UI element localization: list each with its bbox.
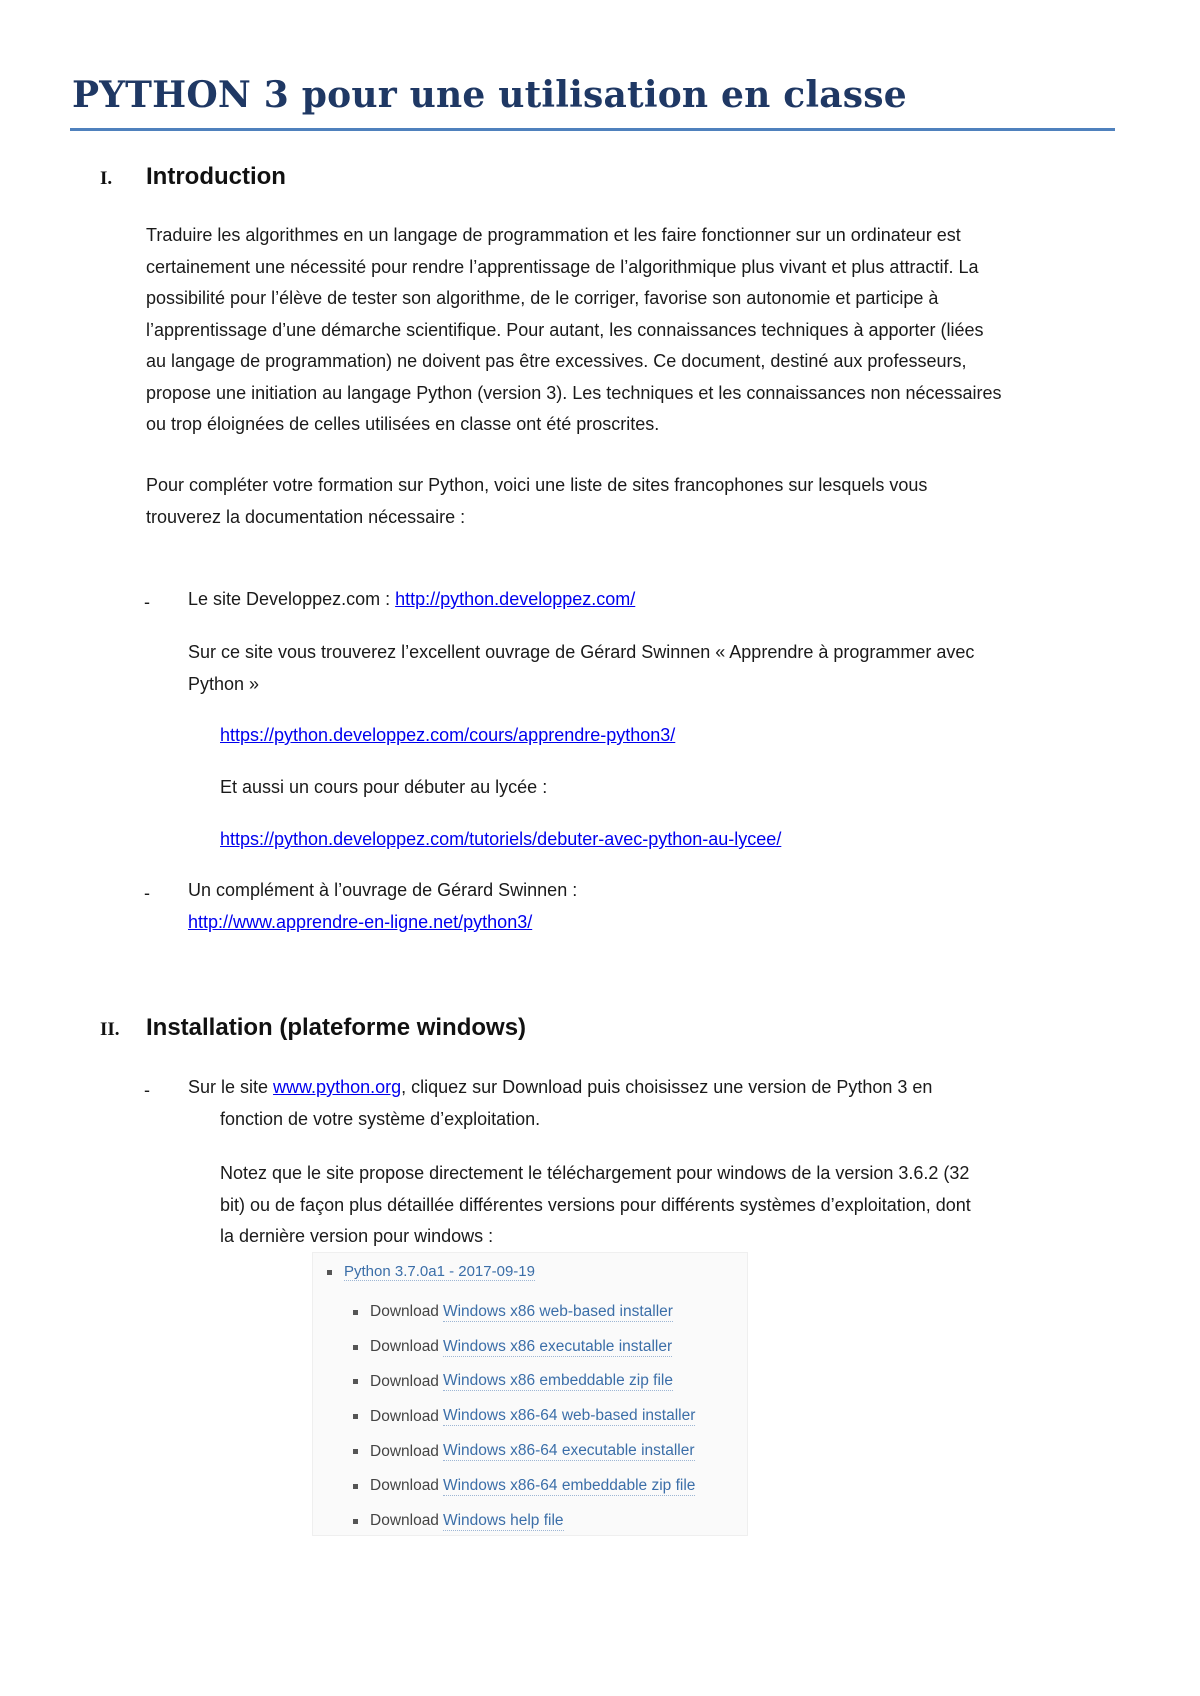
- version-link[interactable]: Python 3.7.0a1 - 2017-09-19: [344, 1263, 535, 1280]
- download-item: [353, 1365, 695, 1400]
- square-bullet-icon: [353, 1345, 358, 1350]
- apprendre-python3-link[interactable]: https://python.developpez.com/cours/apprendre-python3/: [220, 725, 676, 745]
- python-org-link[interactable]: www.python.org: [273, 1077, 402, 1097]
- download-link[interactable]: Windows x86-64 executable installer: [442, 1442, 695, 1460]
- text-line: au langage de programmation) ne doivent pas être excessives. Ce document, destiné aux professeurs,: [146, 351, 967, 371]
- version-item: [327, 1263, 535, 1281]
- download-list: [353, 1295, 695, 1539]
- link-line: [220, 720, 1110, 752]
- text-line: propose une initiation au langage Python (version 3). Les techniques et les connaissances non nécessaires: [146, 382, 1002, 403]
- download-item: [353, 1504, 695, 1539]
- bullet-label: Le site Developpez.com :: [188, 589, 396, 609]
- download-item: [353, 1295, 695, 1330]
- square-bullet-icon: [353, 1484, 358, 1489]
- debuter-lycee-link[interactable]: https://python.developpez.com/tutoriels/debuter-avec-python-au-lycee/: [220, 829, 782, 849]
- swinnen-description: [188, 637, 1108, 700]
- square-bullet-icon: [353, 1414, 358, 1419]
- download-link[interactable]: Windows x86-64 embeddable zip file: [442, 1476, 696, 1494]
- download-word: Download: [370, 1442, 439, 1460]
- download-link[interactable]: Windows help file: [442, 1511, 564, 1529]
- square-bullet-icon: [353, 1379, 358, 1384]
- bullet-dash: -: [144, 883, 150, 903]
- resources-paragraph: [146, 470, 1106, 533]
- link-line: [220, 824, 1110, 856]
- download-link[interactable]: Windows x86 web-based installer: [442, 1302, 673, 1320]
- text-line: Pour compléter votre formation sur Python, voici une liste de sites francophones sur lesquels vous: [146, 475, 928, 495]
- bullet-label: Sur le site: [188, 1077, 274, 1097]
- text-line: l’apprentissage d’une démarche scientifique. Pour autant, les connaissances techniques à apporter (liées: [146, 319, 984, 340]
- download-word: Download: [370, 1477, 439, 1495]
- lycee-text: Et aussi un cours pour débuter au lycée :: [220, 777, 548, 797]
- note-paragraph: [220, 1158, 1110, 1253]
- download-link[interactable]: Windows x86 executable installer: [442, 1337, 673, 1355]
- square-bullet-icon: [353, 1519, 358, 1524]
- download-item: [353, 1434, 695, 1469]
- square-bullet-icon: [353, 1449, 358, 1454]
- section-heading-installation: [100, 1014, 526, 1042]
- bullet-label: , cliquez sur Download puis choisissez une version de Python 3 en: [401, 1077, 933, 1097]
- text-line: la dernière version pour windows :: [220, 1226, 494, 1246]
- section-number: I.: [100, 168, 113, 189]
- bullet-complement: [188, 875, 577, 938]
- square-bullet-icon: [353, 1310, 358, 1315]
- title-underline: [70, 128, 1115, 131]
- section-heading-introduction: [100, 163, 286, 191]
- text-line: ou trop éloignées de celles utilisées en classe ont été proscrites.: [146, 414, 660, 434]
- bullet-dash: -: [144, 592, 150, 612]
- text-line: Traduire les algorithmes en un langage de programmation et les faire fonctionner sur un ordinateur est: [146, 225, 961, 245]
- document-title: PYTHON 3 pour une utilisation en classe: [72, 74, 907, 116]
- bullet-dash: -: [144, 1080, 150, 1100]
- section-number: II.: [100, 1019, 120, 1040]
- download-word: Download: [370, 1338, 439, 1356]
- download-link[interactable]: Windows x86 embeddable zip file: [442, 1372, 673, 1390]
- download-word: Download: [370, 1407, 439, 1425]
- text-line: Notez que le site propose directement le téléchargement pour windows de la version 3.6.2 (32: [220, 1163, 970, 1183]
- download-word: Download: [370, 1512, 439, 1530]
- text-line: Python »: [188, 673, 260, 694]
- text-line: Sur ce site vous trouverez l’excellent ouvrage de Gérard Swinnen « Apprendre à programmer avec: [188, 642, 975, 662]
- text-line: bit) ou de façon plus détaillée différentes versions pour différents systèmes d’exploitation, dont: [220, 1194, 971, 1215]
- apprendre-en-ligne-link[interactable]: http://www.apprendre-en-ligne.net/python3/: [188, 911, 533, 932]
- bullet-python-org: [188, 1072, 932, 1104]
- bullet-label: Un complément à l’ouvrage de Gérard Swinnen :: [188, 880, 578, 900]
- python-downloads-screenshot: [312, 1252, 748, 1536]
- download-word: Download: [370, 1303, 439, 1321]
- download-item: [353, 1399, 695, 1434]
- download-item: [353, 1330, 695, 1365]
- square-bullet-icon: [327, 1270, 332, 1275]
- download-item: [353, 1469, 695, 1504]
- section-title: Installation (plateforme windows): [146, 1014, 527, 1041]
- text-line: fonction de votre système d’exploitation.: [220, 1109, 541, 1129]
- text-line: certainement une nécessité pour rendre l’apprentissage de l’algorithmique plus vivant et plus attractif. La: [146, 256, 979, 277]
- bullet-developpez: [188, 584, 635, 616]
- intro-paragraph: [146, 220, 1106, 441]
- developpez-link[interactable]: http://python.developpez.com/: [395, 589, 636, 609]
- download-link[interactable]: Windows x86-64 web-based installer: [442, 1407, 696, 1425]
- text-line: possibilité pour l’élève de tester son algorithme, de le corriger, favorise son autonomie et participe à: [146, 288, 939, 308]
- download-word: Download: [370, 1372, 439, 1390]
- text-line: trouverez la documentation nécessaire :: [146, 506, 466, 527]
- section-title: Introduction: [146, 163, 286, 190]
